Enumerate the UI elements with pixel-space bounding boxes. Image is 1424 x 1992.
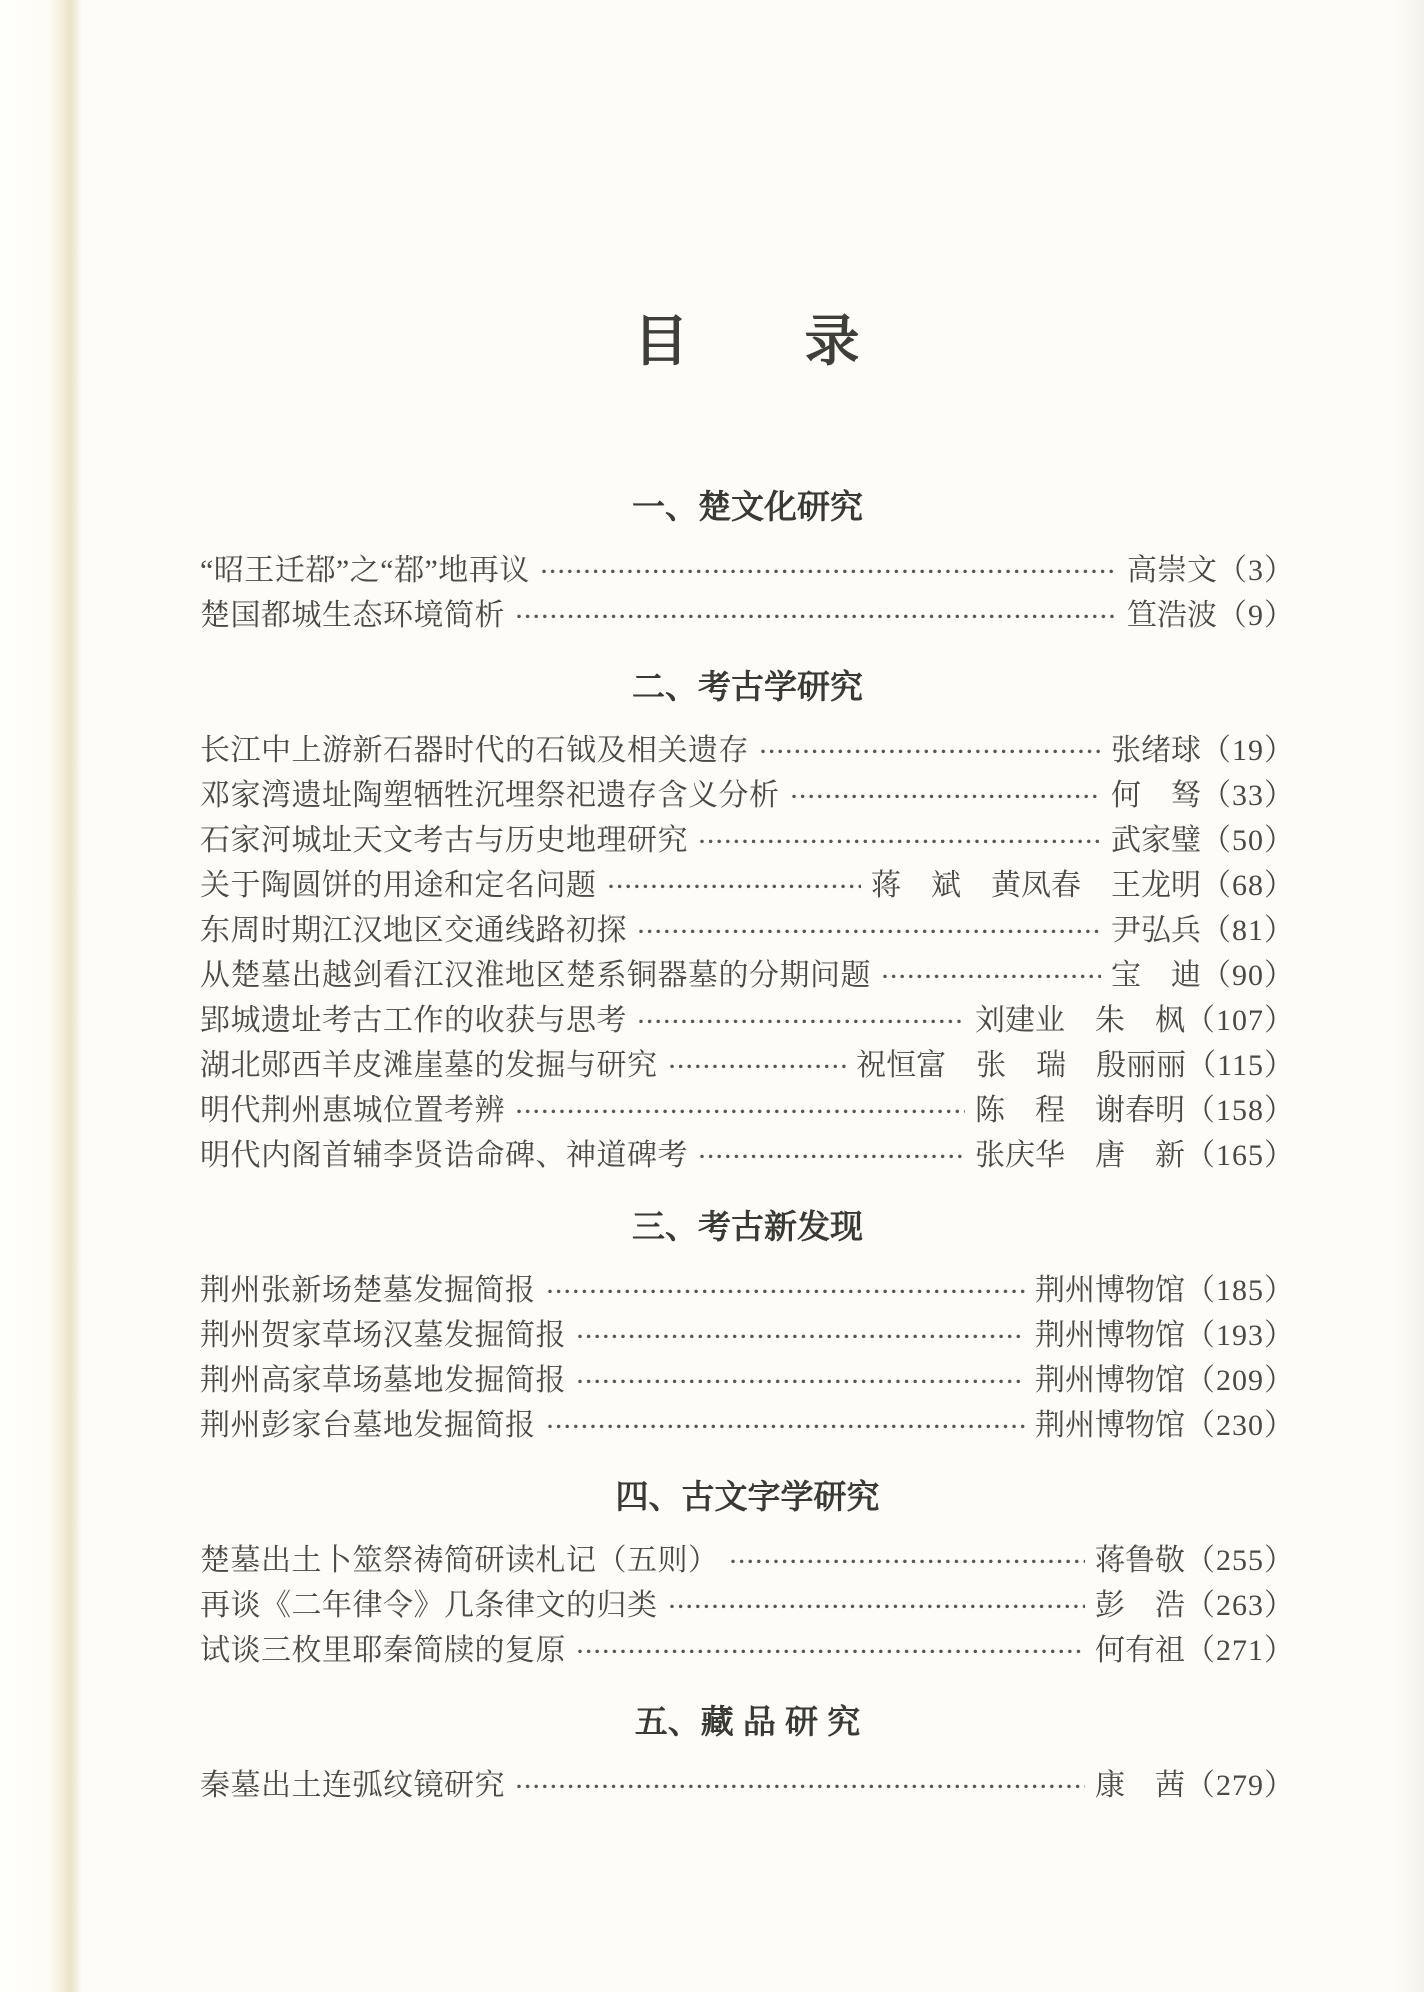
toc-entry — [200, 818, 1295, 863]
author-name: 谢春明 — [1095, 1094, 1185, 1127]
author-name: 尹弘兵 — [1111, 914, 1201, 947]
entry-page-number: （50） — [1201, 824, 1295, 857]
dot-leader — [607, 863, 862, 908]
author-name: 殷丽丽 — [1096, 1049, 1187, 1082]
author-name: 蒋 斌 — [871, 869, 961, 902]
author-name: 荆州博物馆 — [1035, 1274, 1185, 1307]
entry-title: 关于陶圆饼的用途和定名问题 — [200, 869, 597, 902]
dot-leader — [576, 1313, 1025, 1358]
entry-authors — [856, 1043, 1186, 1088]
author-name: 黄凤春 — [991, 869, 1081, 902]
entry-title: 郢城遗址考古工作的收获与思考 — [200, 1004, 627, 1037]
entry-page-number: （193） — [1185, 1319, 1295, 1352]
dot-leader — [790, 773, 1102, 818]
author-name: 王龙明 — [1111, 869, 1201, 902]
entry-title: 荆州彭家台墓地发掘简报 — [200, 1409, 536, 1442]
dot-leader — [637, 998, 965, 1043]
entry-page-number: （279） — [1185, 1769, 1295, 1802]
dot-leader — [546, 1268, 1026, 1313]
entry-page-number: （107） — [1185, 1004, 1295, 1037]
author-name: 朱 枫 — [1095, 1004, 1185, 1037]
dot-leader — [515, 1088, 965, 1133]
author-name: 何 驽 — [1111, 779, 1201, 812]
entry-title: 湖北郧西羊皮滩崖墓的发掘与研究 — [200, 1049, 658, 1082]
entry-title: 东周时期江汉地区交通线路初探 — [200, 914, 627, 947]
entry-page-number: （230） — [1185, 1409, 1295, 1442]
toc-entry — [200, 1763, 1295, 1808]
entry-authors — [1095, 1628, 1185, 1673]
author-name: 刘建业 — [975, 1004, 1065, 1037]
toc-section — [200, 1699, 1295, 1808]
dot-leader — [698, 1133, 965, 1178]
entry-title: 荆州张新场楚墓发掘简报 — [200, 1274, 536, 1307]
dot-leader — [515, 1763, 1085, 1808]
entry-title: 石家河城址天文考古与历史地理研究 — [200, 824, 688, 857]
toc-entry — [200, 1358, 1295, 1403]
entry-page-number: （3） — [1217, 554, 1295, 587]
entry-page-number: （263） — [1185, 1589, 1295, 1622]
entry-page-number: （9） — [1217, 599, 1295, 632]
author-name: 笪浩波 — [1127, 599, 1217, 632]
author-name: 祝恒富 — [856, 1049, 947, 1082]
toc-entry — [200, 548, 1295, 593]
dot-leader — [540, 548, 1117, 593]
toc-entry — [200, 953, 1295, 998]
entry-page-number: （158） — [1185, 1094, 1295, 1127]
entry-page-number: （209） — [1185, 1364, 1295, 1397]
entry-page-number: （185） — [1185, 1274, 1295, 1307]
entry-title: 秦墓出土连弧纹镜研究 — [200, 1769, 505, 1802]
entry-authors — [1035, 1403, 1185, 1448]
entry-page-number: （90） — [1201, 959, 1295, 992]
toc-section — [200, 1474, 1295, 1673]
toc-section — [200, 664, 1295, 1178]
author-name: 康 茜 — [1095, 1769, 1185, 1802]
entry-title: 荆州高家草场墓地发掘简报 — [200, 1364, 566, 1397]
toc-entry — [200, 1628, 1295, 1673]
entry-title: “昭王迁鄀”之“鄀”地再议 — [200, 554, 530, 587]
entry-authors — [1111, 953, 1201, 998]
entry-authors — [1095, 1763, 1185, 1808]
entry-title: 楚墓出土卜筮祭祷简研读札记（五则） — [200, 1544, 719, 1577]
entry-page-number: （271） — [1185, 1634, 1295, 1667]
toc-sections — [200, 484, 1295, 1808]
entry-page-number: （255） — [1185, 1544, 1295, 1577]
entry-authors — [975, 998, 1185, 1043]
dot-leader — [546, 1403, 1026, 1448]
entry-title: 试谈三枚里耶秦简牍的复原 — [200, 1634, 566, 1667]
entry-authors — [975, 1133, 1185, 1178]
author-name: 武家璧 — [1111, 824, 1201, 857]
entry-authors — [975, 1088, 1185, 1133]
entry-authors — [1111, 773, 1201, 818]
toc-entry — [200, 773, 1295, 818]
dot-leader — [729, 1538, 1086, 1583]
entry-authors — [1035, 1358, 1185, 1403]
author-name: 蒋鲁敬 — [1095, 1544, 1185, 1577]
author-name: 张绪球 — [1111, 734, 1201, 767]
toc-entry — [200, 1538, 1295, 1583]
entry-title: 从楚墓出越剑看江汉淮地区楚系铜器墓的分期问题 — [200, 959, 871, 992]
toc-entry — [200, 1583, 1295, 1628]
toc-entry — [200, 1088, 1295, 1133]
entry-title: 荆州贺家草场汉墓发掘简报 — [200, 1319, 566, 1352]
toc-section — [200, 1204, 1295, 1448]
dot-leader — [576, 1628, 1085, 1673]
toc-entry — [200, 1043, 1295, 1088]
author-name: 荆州博物馆 — [1035, 1319, 1185, 1352]
author-name: 高崇文 — [1127, 554, 1217, 587]
toc-entry — [200, 908, 1295, 953]
entry-authors — [1127, 593, 1217, 638]
entry-authors — [1095, 1583, 1185, 1628]
author-name: 宝 迪 — [1111, 959, 1201, 992]
entry-title: 邓家湾遗址陶塑牺牲沉埋祭祀遗存含义分析 — [200, 779, 780, 812]
entry-page-number: （33） — [1201, 779, 1295, 812]
toc-entry — [200, 593, 1295, 638]
section-heading: 一、楚文化研究 — [632, 488, 863, 525]
author-name: 唐 新 — [1095, 1139, 1185, 1172]
entry-authors — [1127, 548, 1217, 593]
entry-page-number: （81） — [1201, 914, 1295, 947]
entry-title: 明代内阁首辅李贤诰命碑、神道碑考 — [200, 1139, 688, 1172]
entry-authors — [1111, 818, 1201, 863]
author-name: 荆州博物馆 — [1035, 1364, 1185, 1397]
entry-authors — [1111, 908, 1201, 953]
entry-authors — [1111, 728, 1201, 773]
dot-leader — [515, 593, 1117, 638]
entry-page-number: （68） — [1201, 869, 1295, 902]
entry-title: 楚国都城生态环境简析 — [200, 599, 505, 632]
toc-entry — [200, 863, 1295, 908]
section-heading: 四、古文字学研究 — [615, 1478, 880, 1515]
dot-leader — [698, 818, 1101, 863]
dot-leader — [668, 1583, 1086, 1628]
dot-leader — [759, 728, 1101, 773]
entry-page-number: （19） — [1201, 734, 1295, 767]
toc-section — [200, 484, 1295, 638]
dot-leader — [668, 1043, 847, 1088]
toc-entry — [200, 728, 1295, 773]
toc-entry — [200, 998, 1295, 1043]
entry-authors — [1035, 1268, 1185, 1313]
entry-authors — [1035, 1313, 1185, 1358]
toc-entry — [200, 1313, 1295, 1358]
author-name: 何有祖 — [1095, 1634, 1185, 1667]
entry-page-number: （165） — [1185, 1139, 1295, 1172]
entry-authors — [871, 863, 1201, 908]
author-name: 陈 程 — [975, 1094, 1065, 1127]
page-title: 目 录 — [633, 311, 862, 372]
section-heading: 二、考古学研究 — [632, 668, 863, 705]
toc-entry — [200, 1133, 1295, 1178]
author-name: 张 瑞 — [976, 1049, 1067, 1082]
entry-title: 长江中上游新石器时代的石钺及相关遗存 — [200, 734, 749, 767]
entry-page-number: （115） — [1186, 1049, 1295, 1082]
section-heading: 三、考古新发现 — [632, 1208, 863, 1245]
author-name: 荆州博物馆 — [1035, 1409, 1185, 1442]
toc-entry — [200, 1403, 1295, 1448]
entry-authors — [1095, 1538, 1185, 1583]
dot-leader — [637, 908, 1101, 953]
entry-title: 明代荆州惠城位置考辨 — [200, 1094, 505, 1127]
section-heading: 五、藏 品 研 究 — [634, 1703, 861, 1740]
toc-entry — [200, 1268, 1295, 1313]
author-name: 张庆华 — [975, 1139, 1065, 1172]
dot-leader — [881, 953, 1101, 998]
dot-leader — [576, 1358, 1025, 1403]
author-name: 彭 浩 — [1095, 1589, 1185, 1622]
entry-title: 再谈《二年律令》几条律文的归类 — [200, 1589, 658, 1622]
